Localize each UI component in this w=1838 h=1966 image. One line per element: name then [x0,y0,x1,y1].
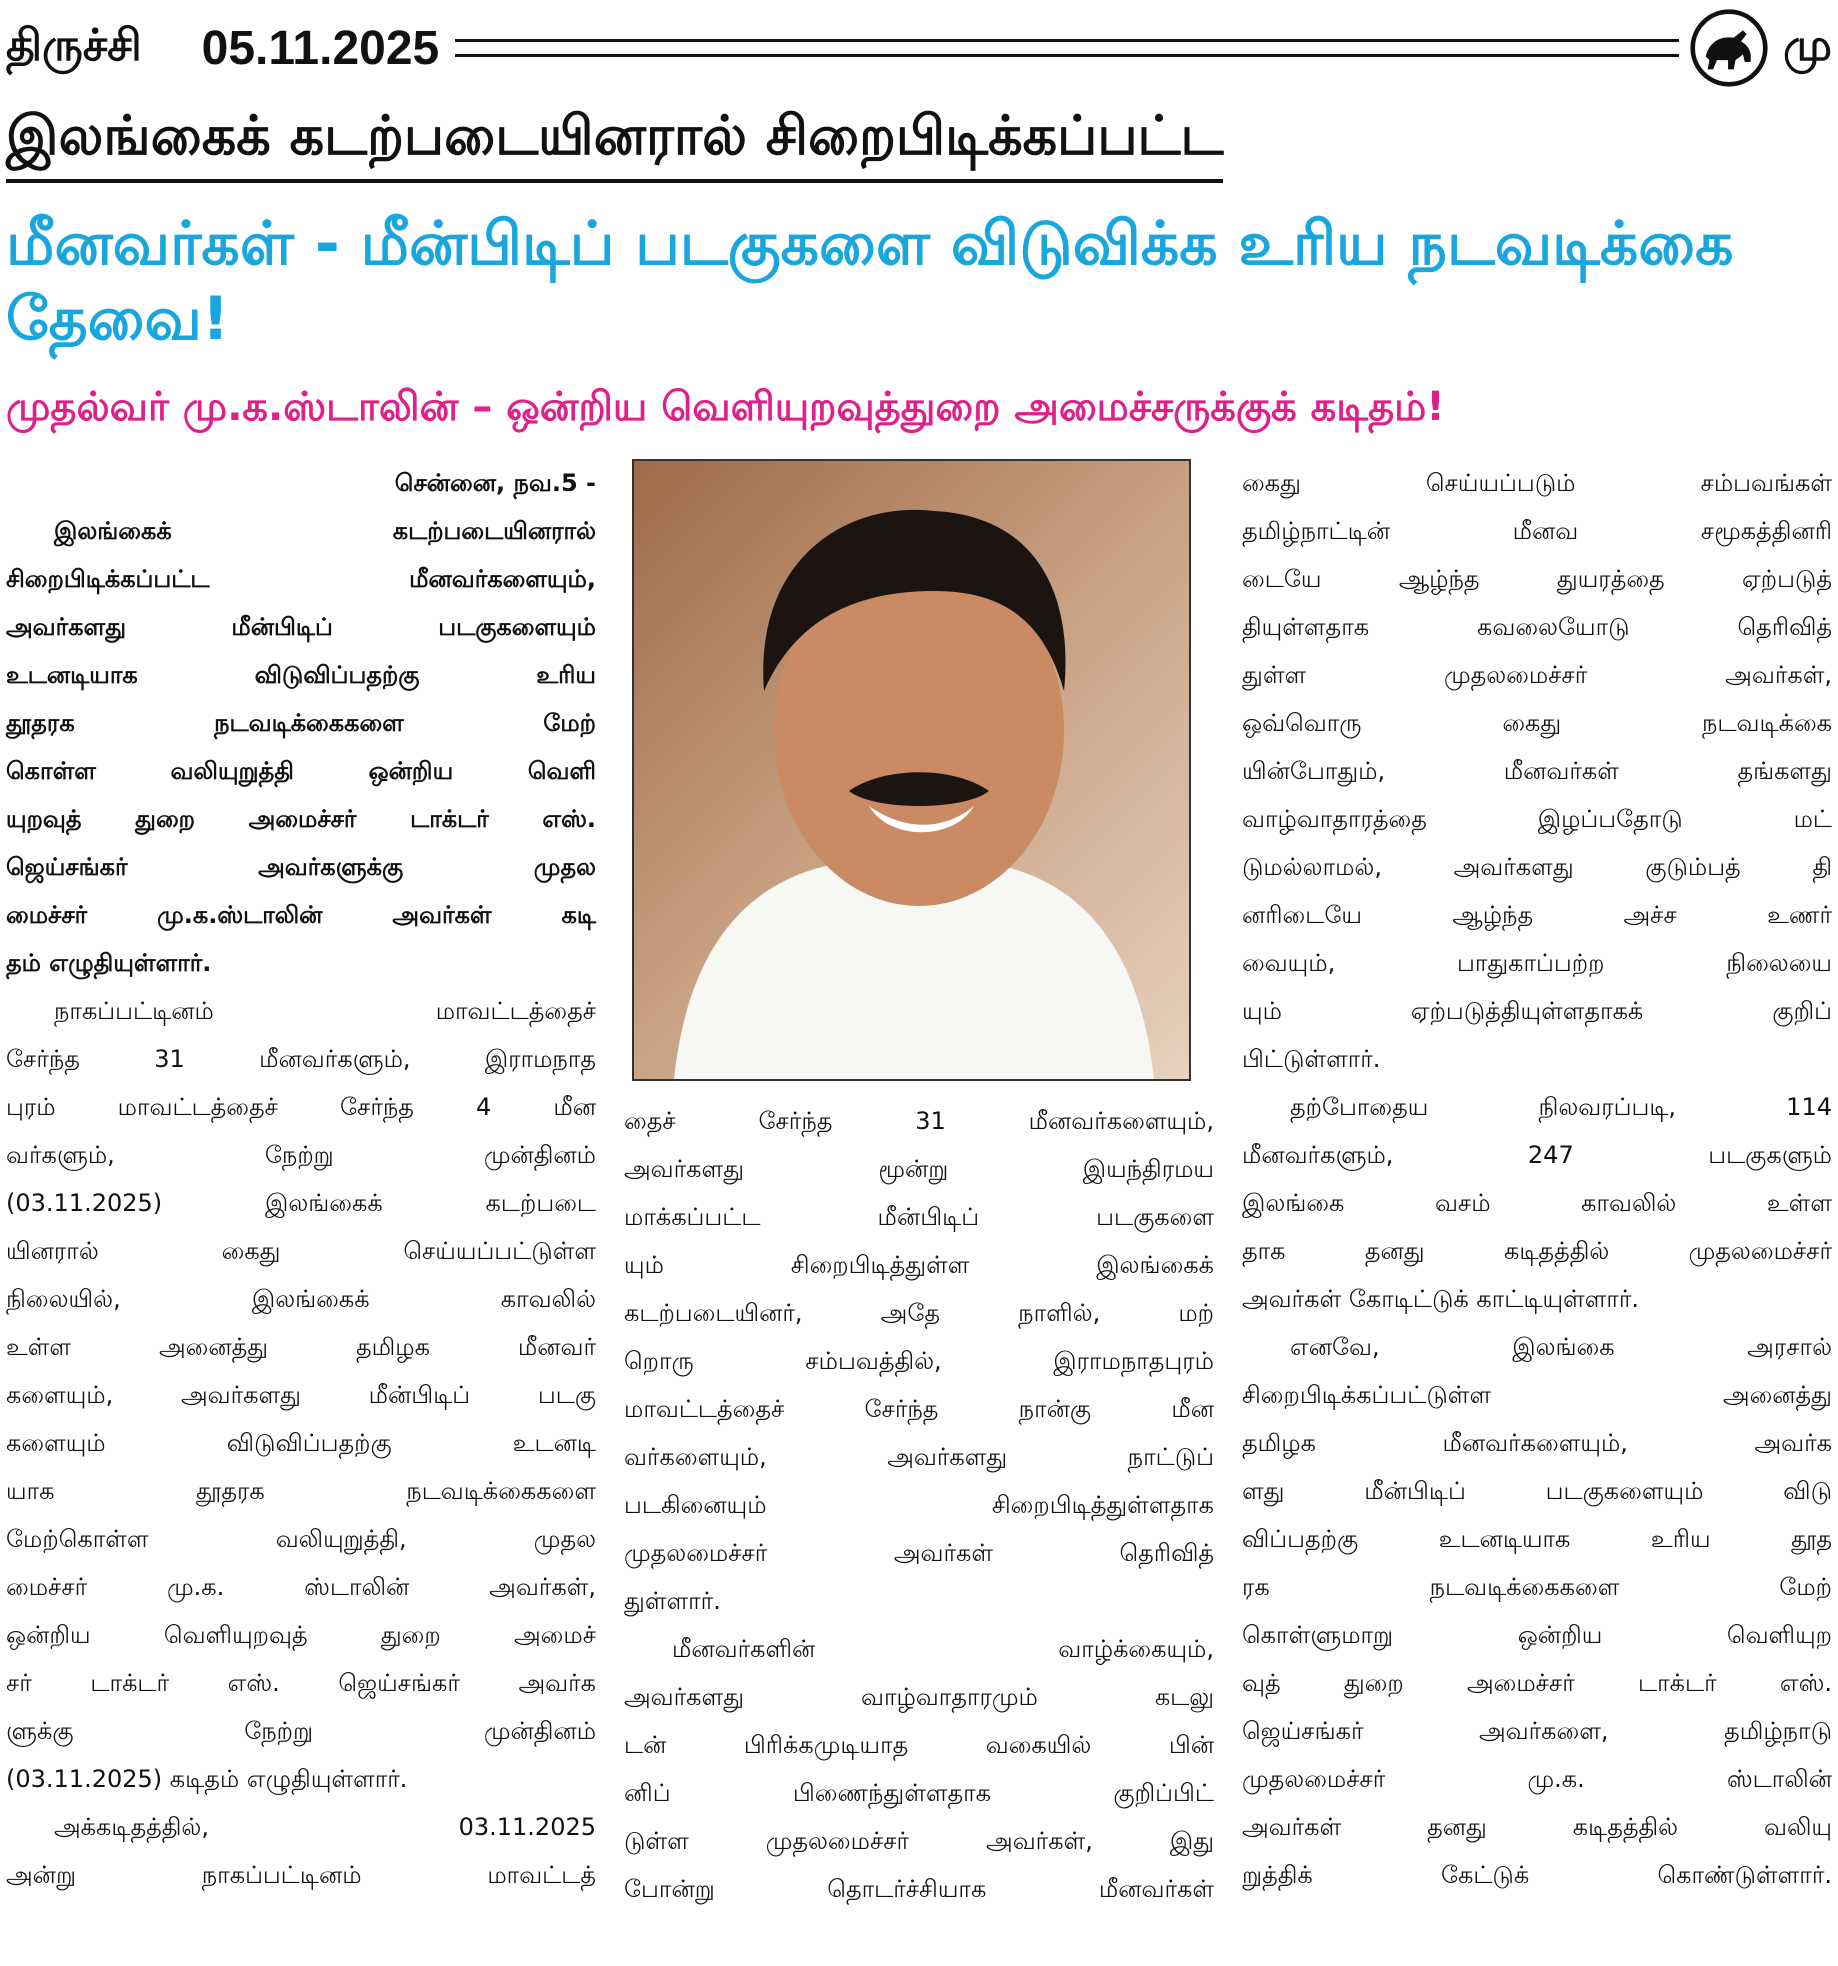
text-line: துள்ளார். [624,1587,721,1615]
text-line: னரிடையே ஆழ்ந்த அச்ச உணர் [1242,901,1832,929]
text-line: டையே ஆழ்ந்த துயரத்தை ஏற்படுத் [1242,565,1832,593]
text-line: எனவே, இலங்கை அரசால் [1290,1333,1832,1361]
text-line: ஒன்றிய வெளியுறவுத் துறை அமைச் [6,1621,596,1649]
text-line: தற்போதைய நிலவரப்படி, 114 [1290,1093,1832,1121]
text-line: சிறைபிடிக்கப்பட்டுள்ள அனைத்து [1242,1381,1832,1409]
text-line: யுறவுத் துறை அமைச்சர் டாக்டர் எஸ். [6,805,596,833]
text-line: தியுள்ளதாக கவலையோடு தெரிவித் [1242,613,1832,641]
text-line: களையும், அவர்களது மீன்பிடிப் படகு [6,1381,596,1409]
kicker-headline: இலங்கைக் கடற்படையினரால் சிறைபிடிக்கப்பட்ட [6,104,1223,183]
text-line: (03.11.2025) கடிதம் எழுதியுள்ளார். [6,1765,408,1793]
text-line: மாவட்டத்தைச் சேர்ந்த நான்கு மீன [624,1395,1214,1423]
text-line: நிலையில், இலங்கைக் காவலில் [6,1285,596,1313]
text-line: அவர்கள் கோடிட்டுக் காட்டியுள்ளார். [1242,1285,1640,1313]
text-line: உள்ள அனைத்து தமிழக மீனவர் [6,1333,596,1361]
masthead-city: திருச்சி [6,19,142,71]
text-line: யும் சிறைபிடித்துள்ள இலங்கைக் [624,1251,1214,1279]
text-line: ஜெய்சங்கர் அவர்களுக்கு முதல [6,853,596,881]
text-line: அவர்களது மூன்று இயந்திரமய [624,1155,1214,1183]
text-line: மேற்கொள்ள வலியுறுத்தி, முதல [6,1525,596,1553]
text-line: டுமல்லாமல், அவர்களது குடும்பத் தி [1242,853,1832,881]
paragraph [1242,459,1832,1083]
text-line: யின்போதும், மீனவர்கள் தங்களது [1242,757,1832,785]
paragraph [624,1097,1214,1625]
text-line: வையும், பாதுகாப்பற்ற நிலையை [1242,949,1832,977]
text-line: முதலமைச்சர் மு.க. ஸ்டாலின் [1242,1765,1832,1793]
text-line: அவர்கள் தனது கடிதத்தில் வலியு [1242,1813,1832,1841]
text-line: கொள்ளுமாறு ஒன்றிய வெளியுற [1242,1621,1832,1649]
text-line: வர்களையும், அவர்களது நாட்டுப் [624,1443,1214,1471]
text-line: ஜெய்சங்கர் அவர்களை, தமிழ்நாடு [1242,1717,1832,1745]
text-line: யும் ஏற்படுத்தியுள்ளதாகக் குறிப் [1242,997,1832,1025]
paragraph [6,987,596,1803]
text-line: தமிழ்நாட்டின் மீனவ சமூகத்தினரி [1242,517,1832,545]
text-line: புரம் மாவட்டத்தைச் சேர்ந்த 4 மீன [6,1093,596,1121]
text-line: தைச் சேர்ந்த 31 மீனவர்களையும், [624,1107,1214,1135]
text-line: பிட்டுள்ளார். [1242,1045,1381,1073]
text-line: கைது செய்யப்படும் சம்பவங்கள் [1242,469,1832,497]
main-headline: மீனவர்கள் - மீன்பிடிப் படகுகளை விடுவிக்க உரிய நடவடிக்கை தேவை! [6,209,1734,354]
text-line: ஒவ்வொரு கைது நடவடிக்கை [1242,709,1832,737]
text-line: துள்ள முதலமைச்சர் அவர்கள், [1242,661,1832,689]
text-line: தூதரக நடவடிக்கைகளை மேற் [6,709,596,737]
text-line: மீனவர்களின் வாழ்க்கையும், [672,1635,1214,1663]
text-line: அன்று நாகப்பட்டினம் மாவட்டத் [6,1861,596,1889]
text-line: விப்பதற்கு உடனடியாக உரிய தூத [1242,1525,1832,1553]
paragraph [1242,1083,1832,1323]
text-line: டன் பிரிக்கமுடியாத வகையில் பின் [624,1731,1214,1759]
text-line: சிறைபிடிக்கப்பட்ட மீனவர்களையும், [6,565,596,593]
text-line: போன்று தொடர்ச்சியாக மீனவர்கள் [624,1875,1214,1903]
bull-emblem-icon [1689,8,1769,88]
text-line: படகினையும் சிறைபிடித்துள்ளதாக [624,1491,1214,1519]
text-line: றொரு சம்பவத்தில், இராமநாதபுரம் [624,1347,1214,1375]
text-line: வர்களும், நேற்று முன்தினம் [6,1141,596,1169]
text-line: வுத் துறை அமைச்சர் டாக்டர் எஸ். [1242,1669,1832,1697]
text-line: மைச்சர் மு.க.ஸ்டாலின் அவர்கள் கடி [6,901,596,929]
subheadline: முதல்வர் மு.க.ஸ்டாலின் – ஒன்றிய வெளியுறவுத்துறை அமைச்சருக்குக் கடிதம்! [6,384,1445,430]
text-line: இலங்கைக் கடற்படையினரால் [54,517,596,545]
text-line: இலங்கை வசம் காவலில் உள்ள [1242,1189,1832,1217]
text-line: அவர்களது வாழ்வாதாரமும் கடலு [624,1683,1214,1711]
text-line: கடற்படையினர், அதே நாளில், மற் [624,1299,1214,1327]
text-line: மாக்கப்பட்ட மீன்பிடிப் படகுகளை [624,1203,1214,1231]
dateline: சென்னை, நவ.5 - [394,469,596,497]
masthead-rule [455,39,1679,57]
text-line: ரக நடவடிக்கைகளை மேற் [1242,1573,1832,1601]
masthead [6,0,1832,96]
text-line: டுள்ள முதலமைச்சர் அவர்கள், இது [624,1827,1214,1855]
text-line: களையும் விடுவிப்பதற்கு உடனடி [6,1429,596,1457]
text-line: மீனவர்களும், 247 படகுகளும் [1242,1141,1832,1169]
text-line: றுத்திக் கேட்டுக் கொண்டுள்ளார். [1242,1861,1832,1889]
text-line: அவர்களது மீன்பிடிப் படகுகளையும் [6,613,596,641]
text-line: சர் டாக்டர் எஸ். ஜெய்சங்கர் அவர்க [6,1669,596,1697]
text-line: வாழ்வாதாரத்தை இழப்பதோடு மட் [1242,805,1832,833]
text-line: நாகப்பட்டினம் மாவட்டத்தைச் [54,997,596,1025]
article-body [6,459,1832,1913]
article-column-1 [6,459,596,1913]
paragraph [624,1625,1214,1913]
text-line: உடனடியாக விடுவிப்பதற்கு உரிய [6,661,596,689]
text-line: தாக தனது கடிதத்தில் முதலமைச்சர் [1242,1237,1832,1265]
article-column-3 [1242,459,1832,1913]
article-column-2-wrapper [624,459,1214,1913]
text-line: தம் எழுதியுள்ளார். [6,949,212,977]
text-line: னிப் பிணைந்துள்ளதாக குறிப்பிட் [624,1779,1214,1807]
text-line: கொள்ள வலியுறுத்தி ஒன்றிய வெளி [6,757,596,785]
text-line: சேர்ந்த 31 மீனவர்களும், இராமநாத [6,1045,596,1073]
chief-minister-photo [632,459,1191,1081]
text-line: தமிழக மீனவர்களையும், அவர்க [1242,1429,1832,1457]
paragraph [6,1803,596,1899]
text-line: (03.11.2025) இலங்கைக் கடற்படை [6,1189,596,1217]
paragraph [6,507,596,987]
text-line: முதலமைச்சர் அவர்கள் தெரிவித் [624,1539,1214,1567]
text-line: யினரால் கைது செய்யப்பட்டுள்ள [6,1237,596,1265]
article-column-2 [624,1097,1214,1913]
text-line: அக்கடிதத்தில், 03.11.2025 [54,1813,596,1841]
text-line: ளது மீன்பிடிப் படகுகளையும் விடு [1242,1477,1832,1505]
text-line: ளுக்கு நேற்று முன்தினம் [6,1717,596,1745]
text-line: மைச்சர் மு.க. ஸ்டாலின் அவர்கள், [6,1573,596,1601]
masthead-date: 05.11.2025 [201,21,440,75]
text-line: யாக தூதரக நடவடிக்கைகளை [6,1477,596,1505]
paragraph [1242,1323,1832,1899]
masthead-edition: மு [1783,19,1832,71]
